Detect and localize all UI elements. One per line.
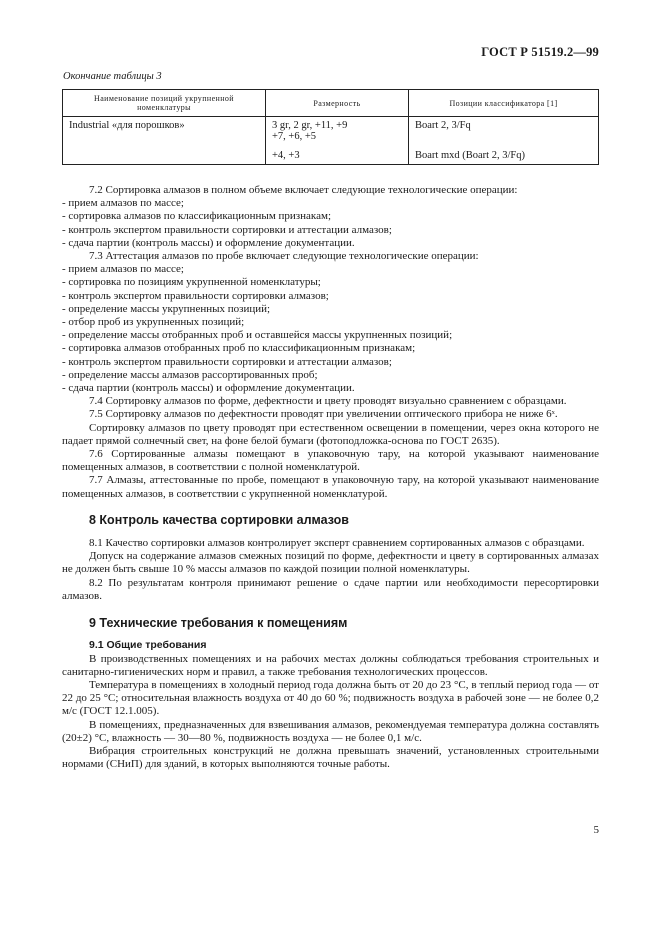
classifier-value: Boart mxd (Boart 2, 3/Fq) [415, 150, 525, 162]
document-code: ГОСТ Р 51519.2—99 [481, 45, 599, 59]
list-item: - контроль экспертом правильности сортировки алмазов; [62, 289, 329, 302]
subsection-9-1-title: 9.1 Общие требования [89, 639, 207, 652]
classification-table [62, 89, 599, 165]
paragraph-7-5: 7.5 Сортировку алмазов по дефектности проводят при увеличении оптического прибора не ниже 6ˣ. [89, 408, 558, 421]
paragraph-9-1-a: В производственных помещениях и на рабочих местах должны соблюдаться требования строительных и санитарно-гигиенических норм и правил, а также требования технологических процессов. [62, 652, 599, 678]
row-name: Industrial «для порошков» [69, 120, 185, 132]
table-row [63, 117, 599, 165]
size-value: +4, +3 [272, 150, 300, 162]
classifier-value: Boart 2, 3/Fq [415, 120, 471, 132]
document-body [62, 184, 599, 771]
table-caption: Окончание таблицы 3 [63, 71, 162, 82]
paragraph-8-1-tolerance: Допуск на содержание алмазов смежных позиций по форме, дефектности и цвету в сортированных алмазах не должен быть свыше 10 % массы алмазов по каждой позиции полной номенклатуры. [62, 550, 599, 576]
list-item: - сдача партии (контроль массы) и оформление документации. [62, 382, 355, 395]
paragraph-7-4: 7.4 Сортировку алмазов по форме, дефектности и цвету проводят визуально сравнением с образцами. [89, 395, 567, 408]
paragraph-9-1-d: Вибрация строительных конструкций не должна превышать значений, установленных строительными нормами (СНиП) для зданий, в которых выполняются точные работы. [62, 744, 599, 771]
paragraph-8-1: 8.1 Качество сортировки алмазов контролирует эксперт сравнением сортированных алмазов с образцами. [89, 537, 585, 550]
list-item: - сортировка алмазов отобранных проб по классификационным признакам; [62, 342, 416, 355]
column-header-size: Размерность [266, 90, 409, 117]
list-item: - сортировка алмазов по классификационным признакам; [62, 210, 332, 223]
paragraph-9-1-c: В помещениях, предназначенных для взвешивания алмазов, рекомендуемая температура должна составлять (20±2) °С, влажность — 30—80 %, подвижность воздуха — не более 0,1 м/с. [62, 718, 599, 744]
list-item: - прием алмазов по массе; [62, 197, 184, 210]
list-item: - определение массы отобранных проб и оставшейся массы укрупненных позиций; [62, 329, 453, 342]
paragraph-7-5-color: Сортировку алмазов по цвету проводят при естественном освещении в помещении, через окна которого не падает прямой солнечный свет, на фоне белой бумаги (фотоподложка-основа по ГОСТ 2635). [62, 421, 599, 447]
paragraph-7-7: 7.7 Алмазы, аттестованные по пробе, помещают в упаковочную тару, на которой указывают наименование помещенных алмазов, в соответствии с укрупненной номенклатурой. [62, 474, 599, 500]
paragraph-7-3: 7.3 Аттестация алмазов по пробе включает следующие технологические операции: [89, 250, 479, 263]
list-item: - сдача партии (контроль массы) и оформление документации. [62, 236, 355, 249]
list-item: - прием алмазов по массе; [62, 263, 184, 276]
column-header-classifier: Позиции классификатора [1] [409, 90, 599, 117]
list-item: - контроль экспертом правильности сортировки и аттестации алмазов; [62, 223, 392, 236]
paragraph-8-2: 8.2 По результатам контроля принимают решение о сдаче партии или необходимости пересортировки алмазов. [62, 576, 599, 602]
size-value: +7, +6, +5 [272, 131, 317, 143]
section-9-title: 9 Технические требования к помещениям [89, 616, 348, 631]
list-item: - определение массы алмазов рассортированных проб; [62, 368, 318, 381]
section-8-title: 8 Контроль качества сортировки алмазов [89, 512, 349, 527]
page-number: 5 [593, 824, 599, 836]
paragraph-7-6: 7.6 Сортированные алмазы помещают в упаковочную тару, на которой указывают наименование помещенных алмазов, в соответствии с полной номенклатурой. [62, 448, 599, 474]
paragraph-7-2: 7.2 Сортировка алмазов в полном объеме включает следующие технологические операции: [89, 184, 518, 196]
row-name-cell [63, 117, 266, 165]
list-item: - контроль экспертом правильности сортировки и аттестации алмазов; [62, 355, 392, 368]
list-item: - отбор проб из укрупненных позиций; [62, 316, 245, 329]
list-item: - определение массы укрупненных позиций; [62, 302, 271, 315]
row-classifier-cell [409, 117, 599, 165]
paragraph-9-1-b: Температура в помещениях в холодный период года должна быть от 20 до 23 °С, в теплый период года — от 22 до 25 °С; относительная влажность воздуха от 40 до 60 %; подвижность воздуха в рабочей зоне — не более 0,2 м/с (ГОСТ 12.1.005). [62, 678, 599, 718]
size-value: 3 gr, 2 gr, +11, +9 [272, 120, 348, 132]
column-header-name: Наименование позиций укрупненной номенклатуры [63, 90, 266, 117]
list-item: - сортировка по позициям укрупненной номенклатуры; [62, 276, 321, 289]
row-size-cell [266, 117, 409, 165]
